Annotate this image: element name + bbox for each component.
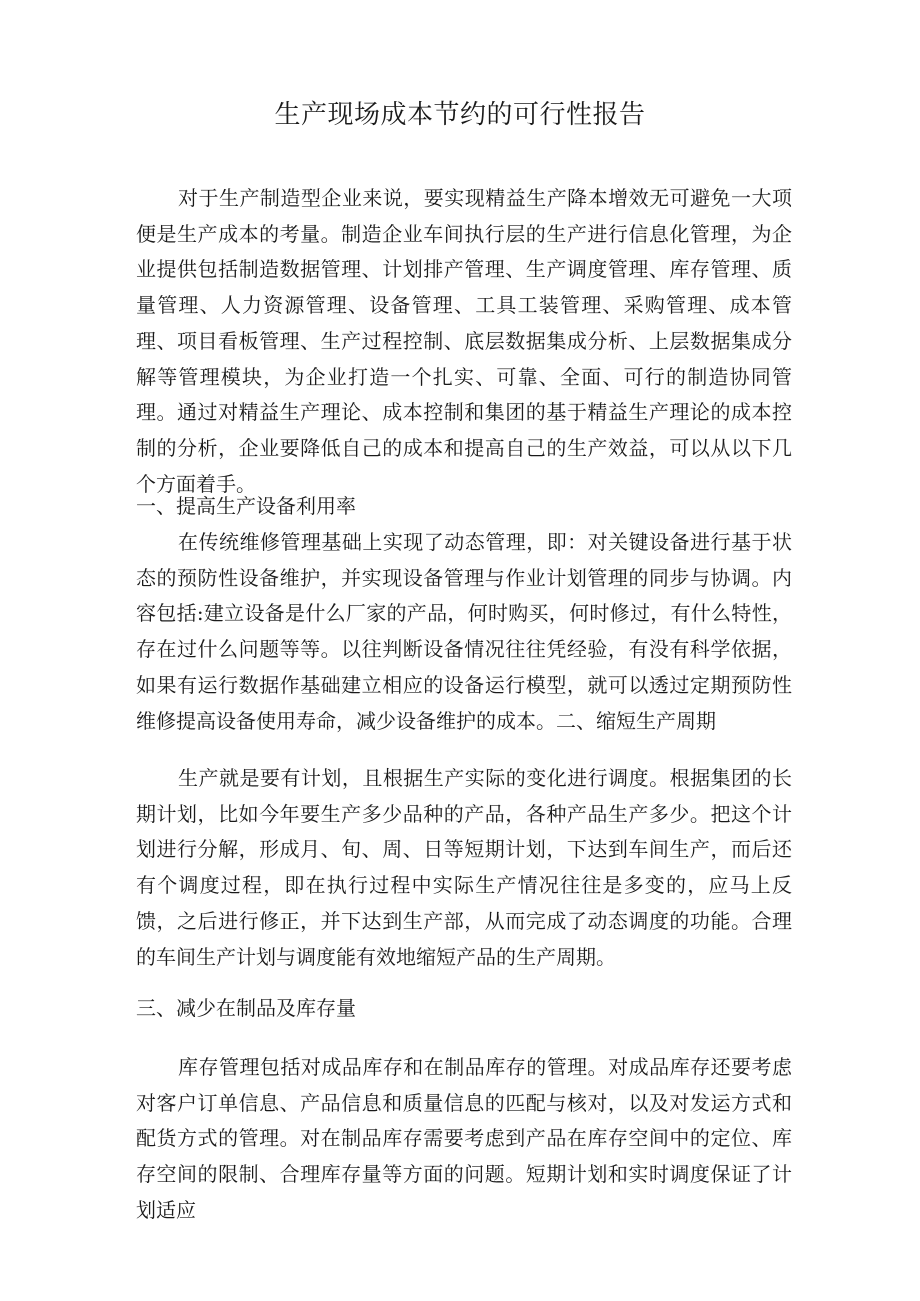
intro-paragraph: 对于生产制造型企业来说，要实现精益生产降本增效无可避免一大项便是生产成本的考量。制造企业车间执行层的生产进行信息化管理，为企业提供包括制造数据管理、计划排产管理、生产调度管理、库存管理、质量管理、人力资源管理、设备管理、工具工装管理、采购管理、成本管理、项目看板管理、生产过程控制、底层数据集成分析、上层数据集成分解等管理模块，为企业打造一个扎实、可靠、全面、可行的制造协同管理。通过对精益生产理论、成本控制和集团的基于精益生产理论的成本控制的分析，企业要降低自己的成本和提高自己的生产效益，可以从以下几个方面着手。 xyxy=(136,186,792,496)
section-1-paragraph: 在传统维修管理基础上实现了动态管理，即：对关键设备进行基于状态的预防性设备维护，并实现设备管理与作业计划管理的同步与协调。内容包括:建立设备是什么厂家的产品，何时购买，何时修过，有什么特性，存在过什么问题等等。以往判断设备情况往往凭经验，有没有科学依据，如果有运行数据作基础建立相应的设备运行模型，就可以透过定期预防性维修提高设备使用寿命，减少设备维护的成本。二、缩短生产周期 xyxy=(136,530,792,733)
section-1-heading: 一、提高生产设备利用率 xyxy=(136,494,356,518)
section-2-paragraph: 生产就是要有计划，且根据生产实际的变化进行调度。根据集团的长期计划，比如今年要生产多少品种的产品，各种产品生产多少。把这个计划进行分解，形成月、旬、周、日等短期计划，下达到车间生产，而后还有个调度过程，即在执行过程中实际生产情况往往是多变的，应马上反馈，之后进行修正，并下达到生产部，从而完成了动态调度的功能。合理的车间生产计划与调度能有效地缩短产品的生产周期。 xyxy=(136,766,792,969)
section-3-paragraph: 库存管理包括对成品库存和在制品库存的管理。对成品库存还要考虑对客户订单信息、产品信息和质量信息的匹配与核对，以及对发运方式和配货方式的管理。对在制品库存需要考虑到产品在库存空间中的定位、库存空间的限制、合理库存量等方面的问题。短期计划和实时调度保证了计划适应 xyxy=(136,1055,792,1222)
section-3-heading: 三、减少在制品及库存量 xyxy=(136,996,356,1020)
document-title: 生产现场成本节约的可行性报告 xyxy=(274,100,646,130)
